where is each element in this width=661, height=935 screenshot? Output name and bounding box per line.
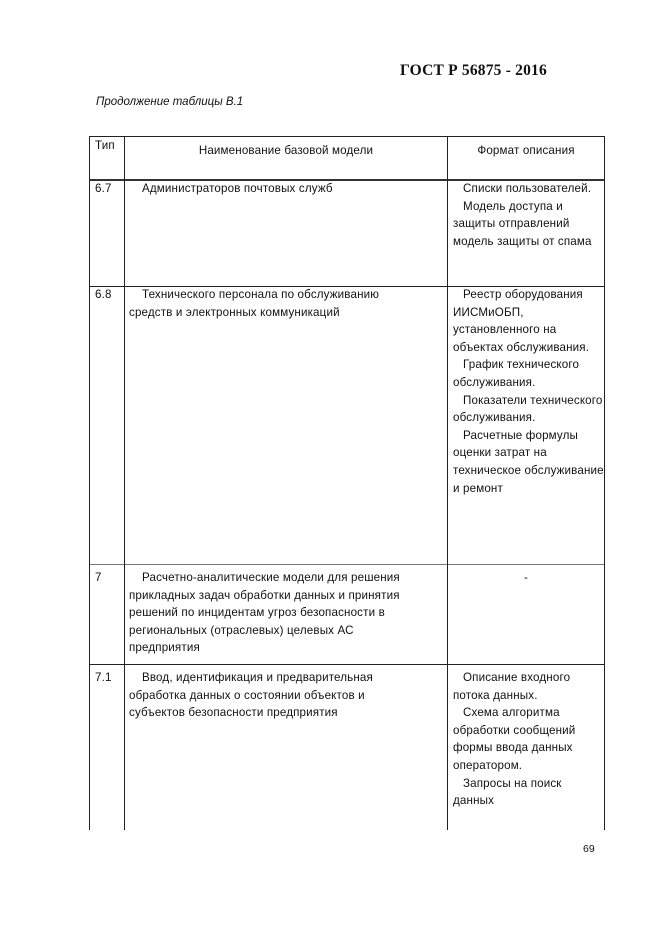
row-name: Администраторов почтовых служб [142,182,333,195]
row-format [453,286,605,497]
row-format [453,180,605,250]
page-number: 69 [583,843,595,855]
row-divider [89,564,605,565]
row-format: - [523,571,528,584]
format-line: График технического обслуживания. [453,358,580,389]
table-top-border [89,136,605,137]
header-format: Формат описания [477,144,575,157]
row-code: 6.7 [95,182,112,195]
row-code: 7.1 [95,671,112,684]
models-table [89,136,605,830]
format-line: Запросы на поиск данных [453,776,562,808]
standard-number: ГОСТ Р 56875 - 2016 [400,62,547,79]
row-name: Технического персонала по обслуживанию средств и электронных коммуникаций [129,288,380,319]
format-line: Показатели технического обслуживания. [453,393,603,425]
row-name: Расчетно-аналитические модели для решения прикладных задач обработки данных и принятия решений по инцидентам угроз безопасности в региональных (отраслевых) целевых АС предприятия [129,571,400,655]
column-divider [447,136,448,830]
row-name: Ввод, идентификация и предварительная обработка данных о состоянии объектов и субъектов безопасности предприятия [129,671,373,720]
format-line: Схема алгоритма обработки сообщений формы ввода данных оператором. [453,706,576,772]
header-type: Тип [95,139,115,152]
header-name: Наименование базовой модели [198,144,374,157]
format-line: Модель доступа и защиты отправлений модель защиты от спама [453,199,592,248]
row-code: 6.8 [95,288,112,301]
format-line: Описание входного потока данных. [453,671,571,702]
column-divider [124,136,125,830]
row-divider [89,664,605,665]
row-format [453,669,605,810]
format-line: Расчетные формулы оценки затрат на техническое обслуживание и ремонт [453,428,604,495]
row-code: 7 [95,571,102,584]
format-line: Реестр оборудования ИИСМиОБП, установленного на объектах обслуживания. [453,288,590,354]
table-left-border [89,136,90,830]
format-line: Списки пользователей. [463,182,592,195]
table-caption: Продолжение таблицы В.1 [96,96,244,108]
